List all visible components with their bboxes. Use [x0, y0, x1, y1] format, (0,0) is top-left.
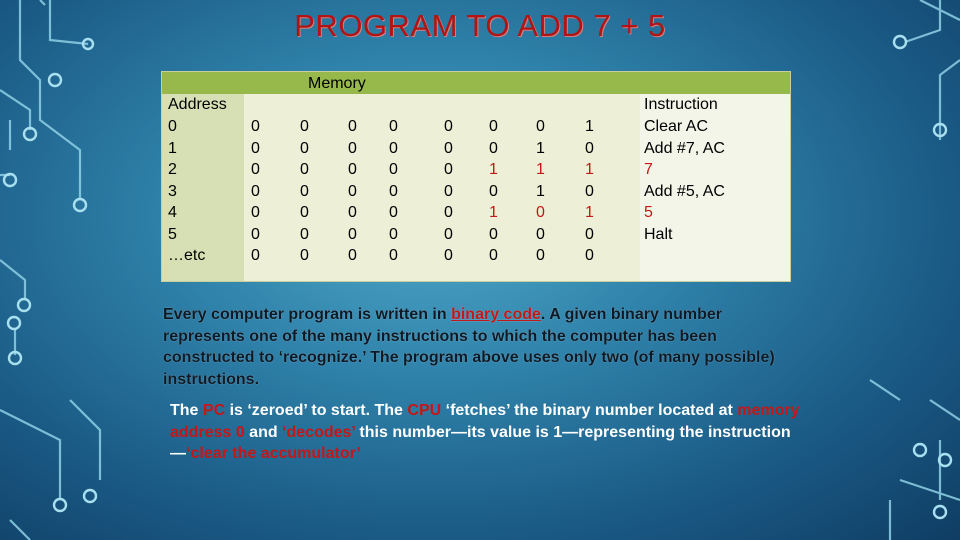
bit-cell: 1	[489, 161, 498, 178]
paragraph2-text-4: and	[244, 423, 283, 441]
slide-title: PROGRAM TO ADD 7 + 5	[294, 8, 666, 43]
bit-cell: 0	[536, 204, 545, 221]
address-cell: …etc	[168, 247, 206, 264]
paragraph2-text-2: is ‘zeroed’ to start. The	[225, 402, 408, 419]
bit-cell: 0	[444, 118, 453, 135]
bit-cell: 0	[251, 161, 260, 178]
bit-cell: 0	[300, 204, 309, 221]
instruction-cell: Clear AC	[644, 118, 709, 135]
paragraph2-text-1: The	[170, 402, 203, 419]
instruction-header: Instruction	[644, 96, 718, 113]
bit-cell: 0	[389, 161, 398, 178]
paragraph-binary-code	[163, 304, 803, 390]
bit-cell: 0	[536, 247, 545, 264]
instruction-cell: 5	[644, 204, 653, 221]
bit-cell: 1	[585, 118, 594, 135]
bit-cell: 0	[389, 225, 398, 243]
bit-cell: 0	[300, 139, 309, 157]
bit-cell: 0	[389, 139, 398, 157]
bit-cell: 0	[389, 204, 398, 221]
bit-cell: 1	[536, 139, 545, 157]
bit-cell: 0	[444, 225, 453, 243]
memory-header	[162, 72, 790, 94]
pc-highlight: PC	[202, 402, 226, 419]
bit-cell: 0	[348, 225, 357, 243]
bit-cell: 0	[489, 118, 498, 135]
bit-cell: 1	[536, 182, 545, 200]
bit-cell: 0	[251, 139, 260, 157]
bit-cell: 1	[585, 204, 594, 221]
bit-cell: 0	[444, 204, 453, 221]
bit-cell: 0	[536, 225, 545, 243]
address-header: Address	[168, 96, 227, 113]
instruction-cell: Halt	[644, 225, 673, 243]
bit-cell: 0	[585, 225, 594, 243]
bit-cell: 0	[444, 139, 453, 157]
bit-cell: 0	[389, 182, 398, 200]
bit-cell: 1	[489, 204, 498, 221]
instruction-cell: 7	[644, 161, 653, 178]
address-cell: 5	[168, 225, 177, 243]
paragraph2-text-5: this number—its value is 1—representing the instruction—	[170, 423, 791, 462]
binary-code-highlight: binary code	[451, 306, 541, 323]
address-cell: 3	[168, 182, 177, 200]
bit-cell: 0	[251, 225, 260, 243]
bit-cell: 0	[489, 182, 498, 200]
bit-cell: 0	[489, 139, 498, 157]
clear-accumulator-highlight: ‘clear the accumulator’	[186, 445, 361, 462]
bit-cell: 0	[251, 182, 260, 200]
bit-cell: 0	[389, 118, 398, 135]
bit-cell: 0	[444, 182, 453, 200]
memory-table	[161, 71, 791, 282]
address-cell: 2	[168, 161, 177, 178]
bit-cell: 0	[300, 225, 309, 243]
bit-cell: 0	[251, 204, 260, 221]
bit-cell: 0	[348, 182, 357, 200]
address-cell: 0	[168, 118, 177, 135]
bit-cell: 0	[389, 247, 398, 264]
bit-cell: 0	[348, 247, 357, 264]
bit-cell: 0	[251, 118, 260, 135]
paragraph-fetch-decode	[170, 400, 800, 465]
bit-cell: 0	[536, 118, 545, 135]
bit-cell: 0	[348, 204, 357, 221]
paragraph2-text-3: ‘fetches’ the binary number located at	[441, 402, 738, 419]
bit-cell: 0	[300, 182, 309, 200]
address-cell: 4	[168, 204, 177, 221]
bit-cell: 0	[348, 139, 357, 157]
bit-cell: 1	[585, 161, 594, 178]
address-cell: 1	[168, 139, 177, 157]
bit-cell: 0	[348, 161, 357, 178]
bit-cell: 0	[585, 139, 594, 157]
bit-cell: 0	[251, 247, 260, 264]
bit-cell: 0	[444, 247, 453, 264]
paragraph1-text-1: Every computer program is written in	[163, 306, 452, 323]
bit-cell: 0	[585, 182, 594, 200]
bit-cell: 0	[300, 161, 309, 178]
memory-address-highlight: memory address 0	[170, 402, 800, 441]
bit-cell: 0	[585, 247, 594, 264]
bit-cell: 0	[444, 161, 453, 178]
bit-cell: 0	[300, 247, 309, 264]
memory-label: Memory	[308, 75, 366, 92]
bit-cell: 0	[348, 118, 357, 135]
paragraph1-text-2: . A given binary number represents one of the many instructions to which the computer has been constructed to ‘recognize.’ The program above uses only two (of many possible) instructions.	[163, 306, 775, 388]
bit-cell: 0	[300, 118, 309, 135]
instruction-cell: Add #7, AC	[644, 139, 725, 157]
decodes-highlight: ‘decodes’	[282, 423, 355, 441]
bit-cell: 0	[489, 225, 498, 243]
cpu-highlight: CPU	[407, 402, 442, 419]
bit-cell: 1	[536, 161, 545, 178]
bit-cell: 0	[489, 247, 498, 264]
instruction-cell: Add #5, AC	[644, 182, 725, 200]
